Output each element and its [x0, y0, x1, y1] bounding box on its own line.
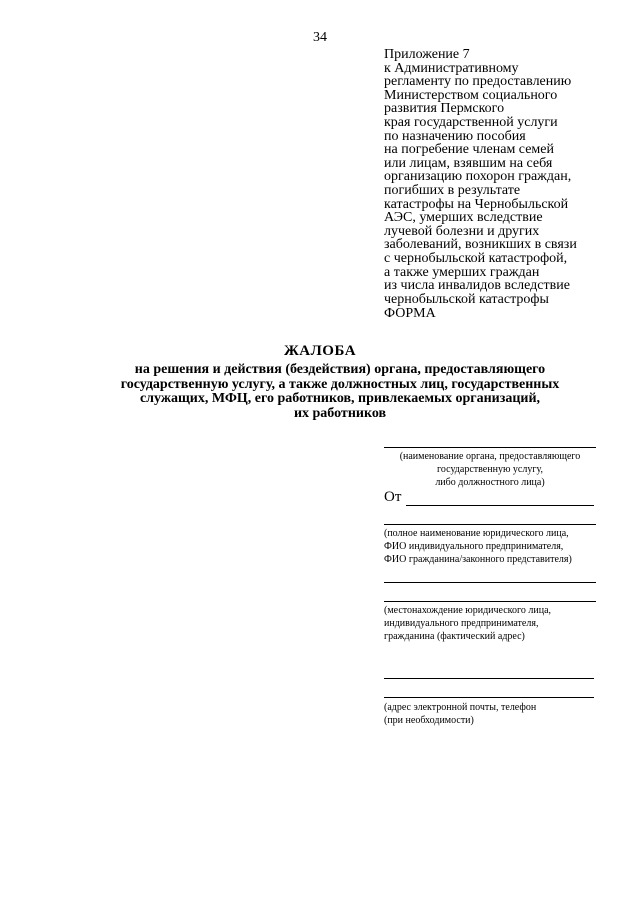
- subtitle-line: на решения и действия (бездействия) органа, предоставляющего: [134, 362, 546, 377]
- subtitle-line: служащих, МФЦ, его работников, привлекаемых организаций,: [139, 391, 541, 406]
- applicant-caption: [384, 527, 604, 566]
- appendix-line: АЭС, умерших вследствие: [384, 210, 543, 226]
- contacts-field-1[interactable]: [384, 678, 594, 679]
- caption-line: государственную услугу,: [437, 464, 543, 475]
- applicant-name-field[interactable]: [384, 524, 596, 525]
- caption-line: (местонахождение юридического лица,: [384, 605, 552, 616]
- appendix-line: с чернобыльской катастрофой,: [384, 250, 568, 266]
- caption-line: гражданина (фактический адрес): [384, 631, 525, 642]
- organ-name-field[interactable]: [384, 447, 596, 448]
- caption-line: ФИО гражданина/законного представителя): [384, 554, 572, 565]
- appendix-line: регламенту по предоставлению: [384, 74, 572, 90]
- document-title: ЖАЛОБА: [283, 343, 357, 359]
- document-subtitle: [90, 363, 590, 421]
- appendix-line: чернобыльской катастрофы: [384, 291, 549, 307]
- appendix-line: из числа инвалидов вследствие: [384, 278, 570, 294]
- appendix-line: Министерством социального: [384, 87, 558, 103]
- appendix-line: лучевой болезни и других: [384, 223, 540, 239]
- caption-line: (наименование органа, предоставляющего: [399, 451, 581, 462]
- address-field-2[interactable]: [384, 601, 596, 602]
- from-field[interactable]: [406, 505, 594, 506]
- subtitle-line: государственную услугу, а также должностных лиц, государственных: [120, 376, 560, 392]
- appendix-line: края государственной услуги: [384, 114, 558, 130]
- appendix-line: заболеваний, возникших в связи: [384, 237, 577, 253]
- page-number: 34: [313, 30, 327, 45]
- appendix-line: катастрофы на Чернобыльской: [384, 196, 569, 212]
- address-caption: [384, 604, 604, 643]
- caption-line: (при необходимости): [384, 715, 474, 726]
- appendix-line: развития Пермского: [384, 101, 505, 117]
- organ-name-caption: [384, 450, 596, 489]
- appendix-line: или лицам, взявшим на себя: [384, 155, 553, 171]
- appendix-line: погибших в результате: [384, 182, 521, 198]
- contacts-field-2[interactable]: [384, 697, 594, 698]
- appendix-header: [384, 48, 624, 306]
- subtitle-line: их работников: [293, 405, 387, 421]
- appendix-line: а также умерших граждан: [384, 264, 540, 280]
- contacts-caption: [384, 701, 604, 727]
- from-label: От: [384, 489, 402, 505]
- caption-line: (адрес электронной почты, телефон: [384, 702, 537, 713]
- appendix-line: к Административному: [384, 60, 519, 76]
- appendix-line: Приложение 7: [384, 47, 470, 62]
- caption-line: (полное наименование юридического лица,: [384, 528, 569, 539]
- caption-line: индивидуального предпринимателя,: [384, 618, 539, 629]
- appendix-line: организацию похорон граждан,: [384, 169, 572, 185]
- caption-line: либо должностного лица): [435, 477, 545, 488]
- form-label: ФОРМА: [384, 306, 436, 321]
- appendix-line: на погребение членам семей: [384, 142, 554, 158]
- caption-line: ФИО индивидуального предпринимателя,: [384, 541, 564, 552]
- appendix-line: по назначению пособия: [384, 128, 526, 144]
- address-field-1[interactable]: [384, 582, 596, 583]
